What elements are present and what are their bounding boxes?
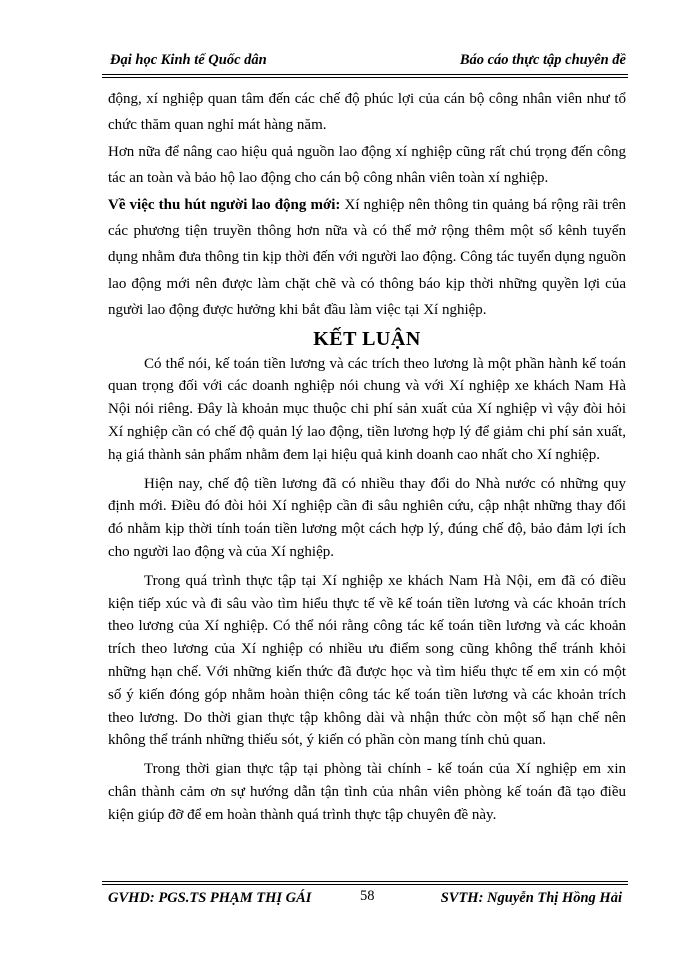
- page-header: [102, 48, 628, 72]
- page-number: 58: [360, 888, 375, 904]
- conclusion-paragraph-4: Trong thời gian thực tập tại phòng tài chính - kế toán của Xí nghiệp em xin chân thành cảm ơn sự hướng dẫn tận tình của nhân viên phòng kế toán đã tạo điều kiện giúp đỡ để em hoàn thành quá trình thực tập chuyên đề này.: [108, 761, 626, 823]
- header-university: Đại học Kinh tế Quốc dân: [110, 52, 267, 68]
- paragraph-safety: Hơn nữa để nâng cao hiệu quả nguồn lao động xí nghiệp cũng rất chú trọng đến công tác an toàn và bảo hộ lao động cho cán bộ công nhân viên toàn xí nghiệp.: [108, 143, 626, 187]
- paragraph-recruitment: [108, 192, 626, 324]
- page-footer: [102, 886, 628, 910]
- paragraph-welfare: động, xí nghiệp quan tâm đến các chế độ phúc lợi của cán bộ công nhân viên như tổ chức thăm quan nghỉ mát hàng năm.: [108, 91, 626, 134]
- page-body: [108, 86, 626, 833]
- recruitment-heading: Về việc thu hút người lao động mới:: [108, 196, 341, 213]
- header-divider: [102, 74, 628, 78]
- header-report-title: Báo cáo thực tập chuyên đề: [459, 52, 626, 68]
- section-title-conclusion: KẾT LUẬN: [313, 327, 421, 350]
- conclusion-paragraph-2: Hiện nay, chế độ tiền lương đã có nhiều thay đổi do Nhà nước có những quy định mới. Điều đó đòi hỏi Xí nghiệp cần đi sâu nghiên cứu, cập nhật những thay đổi đó nhằm kịp thời tính toán tiền lương một cách hợp lý, đúng chế độ, bảo đảm lợi ích cho người lao động và của Xí nghiệp.: [108, 475, 626, 561]
- footer-supervisor: GVHD: PGS.TS PHẠM THỊ GÁI: [108, 890, 312, 906]
- recruitment-text: Xí nghiệp nên thông tin quảng bá rộng rãi trên các phương tiện truyền thông hơn nữa và có thể mở rộng thêm một số kênh tuyển dụng nhằm đưa thông tin kịp thời đến với người lao động. Công tác tuyển dụng nguồn lao động mới nên được làm chặt chẽ và có thông báo kịp thời những quyền lợi của người lao động được hưởng khi bắt đầu làm việc tại Xí nghiệp.: [108, 196, 627, 319]
- footer-student: SVTH: Nguyễn Thị Hồng Hải: [440, 890, 622, 906]
- conclusion-paragraph-1: Có thể nói, kế toán tiền lương và các trích theo lương là một phần hành kế toán quan trọng đối với các doanh nghiệp nói chung và với Xí nghiệp xe khách Nam Hà Nội nói riêng. Đây là khoản mục thuộc chi phí sản xuất của Xí nghiệp vì vậy đòi hỏi Xí nghiệp cần có chế độ quản lý lao động, tiền lương hợp lý để giảm chi phí sản xuất, hạ giá thành sản phẩm nhằm đem lại hiệu quả kinh doanh cao nhất cho Xí nghiệp.: [108, 355, 626, 463]
- conclusion-paragraph-3: Trong quá trình thực tập tại Xí nghiệp xe khách Nam Hà Nội, em đã có điều kiện tiếp xúc và đi sâu vào tìm hiểu thực tế về kế toán tiền lương và các khoản trích theo lương của Xí nghiệp. Có thể nói rằng công tác kế toán tiền lương và các khoản trích theo lương của Xí nghiệp có nhiều ưu điểm song cũng không thể tránh khỏi những hạn chế. Với những kiến thức đã được học và tìm hiểu thực tế em xin có một số ý kiến đóng góp nhằm hoàn thiện công tác kế toán tiền lương và các khoản trích theo lương. Do thời gian thực tập không dài và nhận thức còn một số hạn chế nên không thể tránh những thiếu sót, ý kiến có phần còn mang tính chủ quan.: [108, 572, 626, 749]
- footer-divider: [102, 881, 628, 885]
